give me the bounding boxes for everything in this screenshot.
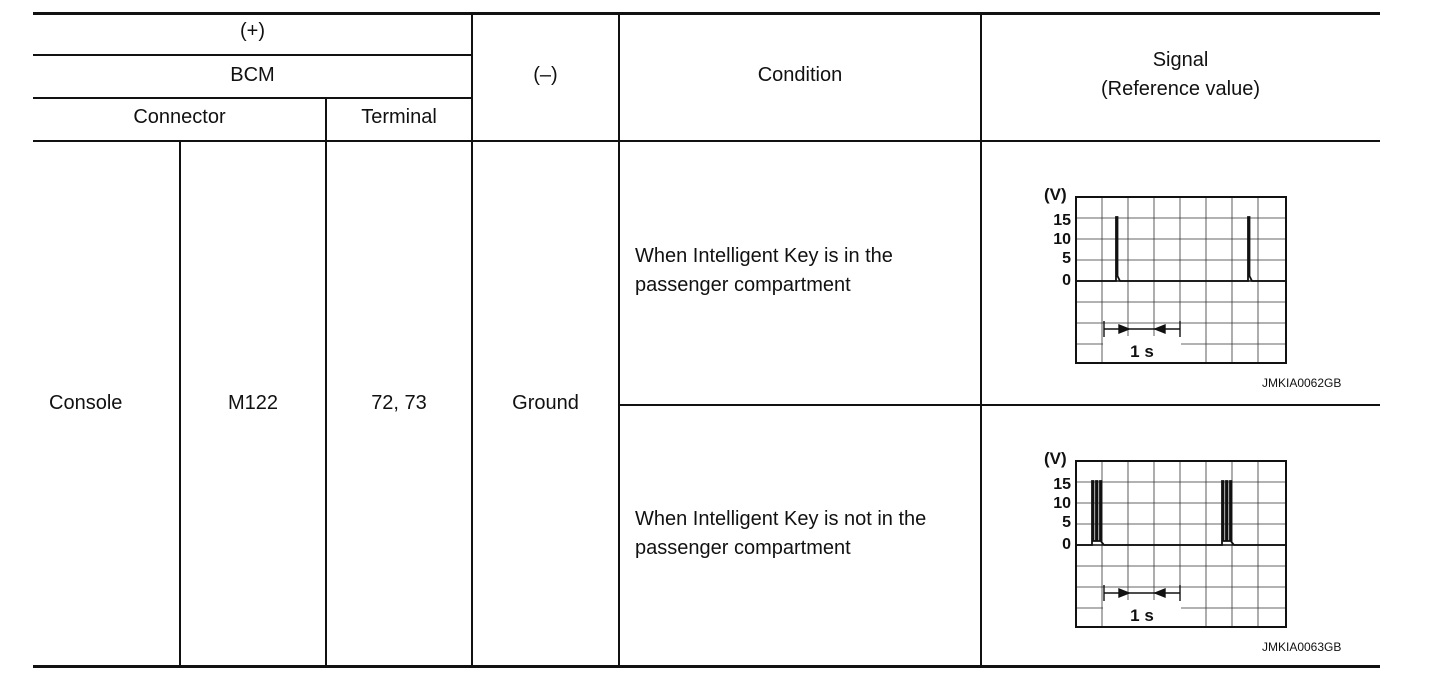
header-bottom-rule: [33, 140, 1380, 142]
scope-2-tick-5: 5: [1062, 514, 1071, 531]
scope-1-tick-5: 5: [1062, 250, 1071, 267]
scope-1-time-label: 1 s: [1130, 342, 1154, 361]
condition-2-text: When Intelligent Key is not in the: [635, 508, 927, 530]
signal-scope-2: [1040, 444, 1300, 639]
header-connector: Connector: [133, 106, 226, 128]
scope-1-tick-10: 10: [1053, 231, 1071, 248]
condition-1-text-line2: passenger compartment: [635, 274, 851, 296]
scope-1-tick-15: 15: [1053, 212, 1071, 229]
header-rule-plus: [33, 54, 472, 56]
scope-2-waveform: [1076, 481, 1286, 545]
scope-1-waveform: [1076, 217, 1286, 281]
figure-id-1: JMKIA0062GB: [1262, 376, 1342, 390]
header-terminal: Terminal: [361, 106, 437, 128]
cell-location: Console: [49, 392, 123, 414]
row-divider-rule: [619, 404, 1380, 406]
header-signal: Signal: [1152, 49, 1209, 71]
header-signal-reference: (Reference value): [1101, 78, 1260, 100]
header-minus: (–): [533, 64, 558, 86]
condition-2-text-line2: passenger compartment: [635, 537, 851, 559]
table-top-rule: [33, 12, 1380, 15]
header-plus: (+): [240, 20, 265, 42]
scope-1-unit-label: (V): [1044, 185, 1067, 204]
cell-ground: Ground: [512, 392, 579, 414]
header-rule-bcm: [33, 97, 472, 99]
scope-2-unit-label: (V): [1044, 449, 1067, 468]
col-divider-4: [618, 13, 620, 666]
scope-2-tick-15: 15: [1053, 476, 1071, 493]
scope-2-tick-0: 0: [1062, 536, 1071, 553]
cell-connector: M122: [227, 392, 279, 414]
scope-2-time-marker: [1104, 585, 1180, 601]
scope-2-tick-10: 10: [1053, 495, 1071, 512]
col-divider-5: [980, 13, 982, 666]
header-condition: Condition: [757, 64, 843, 86]
table-bottom-rule: [33, 665, 1380, 668]
figure-id-2: JMKIA0063GB: [1262, 640, 1342, 654]
signal-scope-1: [1040, 180, 1300, 375]
cell-terminal: 72, 73: [371, 392, 427, 414]
scope-2-time-label: 1 s: [1130, 606, 1154, 625]
condition-1-text: When Intelligent Key is in the: [635, 245, 893, 267]
header-module: BCM: [230, 64, 275, 86]
scope-1-tick-0: 0: [1062, 272, 1071, 289]
col-divider-2: [325, 97, 327, 666]
